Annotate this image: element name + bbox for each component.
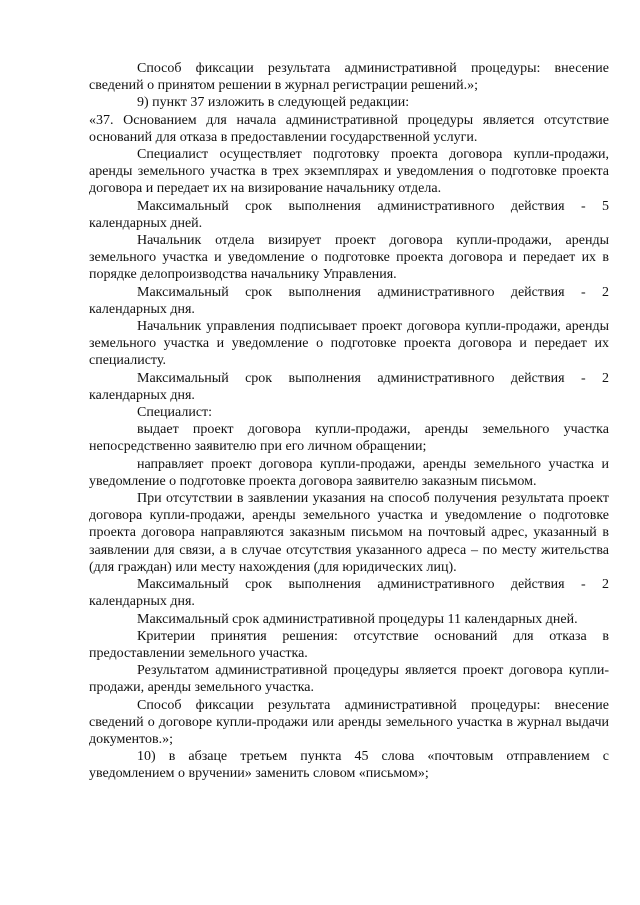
paragraph: Результатом административной процедуры является проект договора купли-продажи, аренды земельного участка. — [89, 663, 609, 696]
paragraph: Максимальный срок выполнения административного действия - 2 календарных дня. — [89, 370, 609, 403]
paragraph: Максимальный срок административной процедуры 11 календарных дней. — [137, 611, 578, 627]
paragraph: выдает проект договора купли-продажи, аренды земельного участка непосредственно заявителю при его личном обращении; — [89, 422, 609, 455]
paragraph: Начальник отдела визирует проект договора купли-продажи, аренды земельного участка и уведомление о подготовке проекта договора и передает их в порядке делопроизводства начальнику Управления. — [89, 233, 609, 283]
paragraph: Способ фиксации результата административной процедуры: внесение сведений о принятом решении в журнал регистрации решений.»; — [89, 61, 609, 94]
paragraph: направляет проект договора купли-продажи, аренды земельного участка и уведомление о подготовке проекта договора заявителю заказным письмом. — [89, 456, 609, 489]
paragraph: Специалист осуществляет подготовку проекта договора купли-продажи, аренды земельного участка в трех экземплярах и уведомления о подготовке проекта договора и передает их на визирование начальнику отдела. — [89, 147, 609, 197]
list-item-9: 9) пункт 37 изложить в следующей редакции: — [137, 95, 410, 111]
paragraph: Максимальный срок выполнения административного действия - 5 календарных дней. — [89, 198, 609, 231]
paragraph: Максимальный срок выполнения административного действия - 2 календарных дня. — [89, 577, 609, 610]
paragraph: Специалист: — [137, 405, 213, 421]
paragraph: Критерии принятия решения: отсутствие оснований для отказа в предоставлении земельного участка. — [89, 628, 609, 661]
paragraph: «37. Основанием для начала административной процедуры является отсутствие оснований для отказа в предоставлении государственной услуги. — [89, 112, 609, 145]
paragraph: Начальник управления подписывает проект договора купли-продажи, аренды земельного участка и уведомление о подготовке проекта договора и передает их специалисту. — [89, 319, 609, 369]
paragraph: При отсутствии в заявлении указания на способ получения результата проект договора купли-продажи, аренды земельного участка и уведомление о подготовке проекта договора направляются заказным письмом на почтовый адрес, указанный в заявлении для связи, а в случае отсутствия указанного адреса – по месту жительства (для граждан) или месту нахождения (для юридических лиц). — [89, 491, 609, 575]
paragraph: Максимальный срок выполнения административного действия - 2 календарных дня. — [89, 284, 609, 317]
document-body — [89, 60, 609, 783]
list-item-10: 10) в абзаце третьем пункта 45 слова «почтовым отправлением с уведомлением о вручении» заменить словом «письмом»; — [89, 749, 609, 782]
paragraph: Способ фиксации результата административной процедуры: внесение сведений о договоре купли-продажи или аренды земельного участка в журнал выдачи документов.»; — [89, 697, 609, 747]
